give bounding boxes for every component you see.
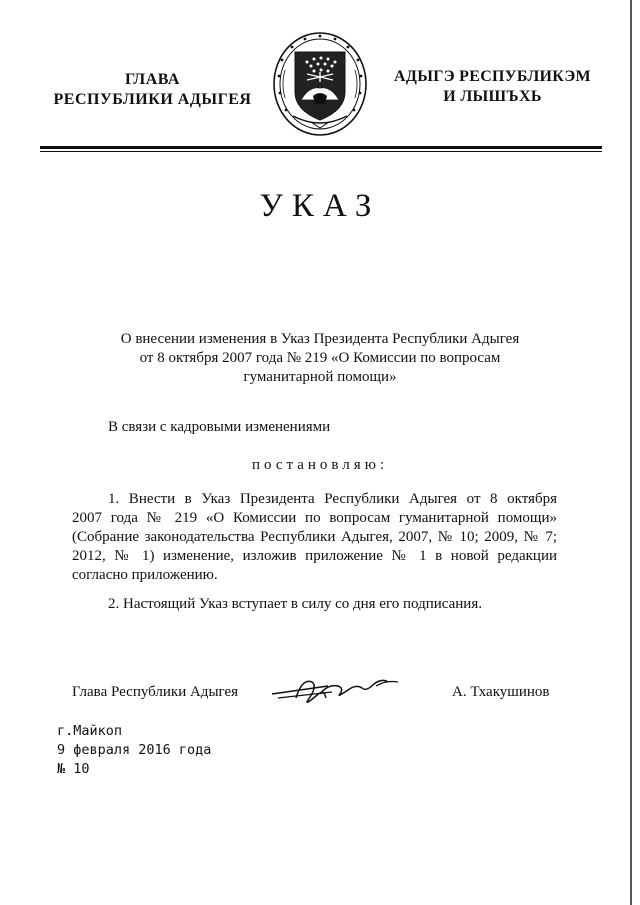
paragraph-line: 2012, № 1) изменение, изложив приложение № 1 в новой редакции (72, 548, 557, 564)
decree-word: постановляю: (251, 457, 389, 473)
page-edge-line (630, 0, 632, 905)
subject-line: О внесении изменения в Указ Президента Республики Адыгея (120, 331, 520, 347)
paragraph-line: 2007 года № 219 «О Комиссии по вопросам гуманитарной помощи» (72, 510, 557, 526)
handwritten-signature (268, 668, 403, 710)
header-right-line1: АДЫГЭ РЕСПУБЛИКЭМ (394, 68, 591, 85)
header-divider-thick (40, 146, 602, 149)
document-subject (90, 330, 550, 387)
header-left (40, 70, 265, 110)
issue-number: № 10 (57, 761, 90, 777)
signatory-name: А. Тхакушинов (452, 684, 550, 700)
subject-line: от 8 октября 2007 года № 219 «О Комиссии по вопросам (139, 350, 501, 366)
paragraph-2: 2. Настоящий Указ вступает в силу со дня его подписания. (108, 596, 482, 612)
signatory-title: Глава Республики Адыгея (72, 684, 239, 700)
coat-of-arms-icon (271, 30, 369, 138)
subject-line: гуманитарной помощи» (243, 369, 397, 385)
paragraph-line: (Собрание законодательства Республики Адыгея, 2007, № 10; 2009, № 7; (72, 529, 557, 545)
issue-city: г.Майкоп (57, 723, 123, 739)
header-left-line2: РЕСПУБЛИКИ АДЫГЕЯ (53, 91, 252, 108)
preamble-text: В связи с кадровыми изменениями (108, 419, 331, 435)
header-divider-thin (40, 151, 602, 152)
issue-date: 9 февраля 2016 года (57, 742, 212, 758)
paragraph-line: 1. Внести в Указ Президента Республики Адыгея от 8 октября (108, 491, 557, 507)
paragraph-line: согласно приложению. (72, 567, 218, 583)
document-title: УКАЗ (259, 188, 381, 224)
issue-stamp (57, 722, 211, 779)
header-left-line1: ГЛАВА (125, 71, 180, 88)
header-right-line2: И ЛЫШЪХЬ (443, 88, 542, 105)
paragraph-1 (72, 490, 557, 585)
header-right (385, 67, 600, 107)
